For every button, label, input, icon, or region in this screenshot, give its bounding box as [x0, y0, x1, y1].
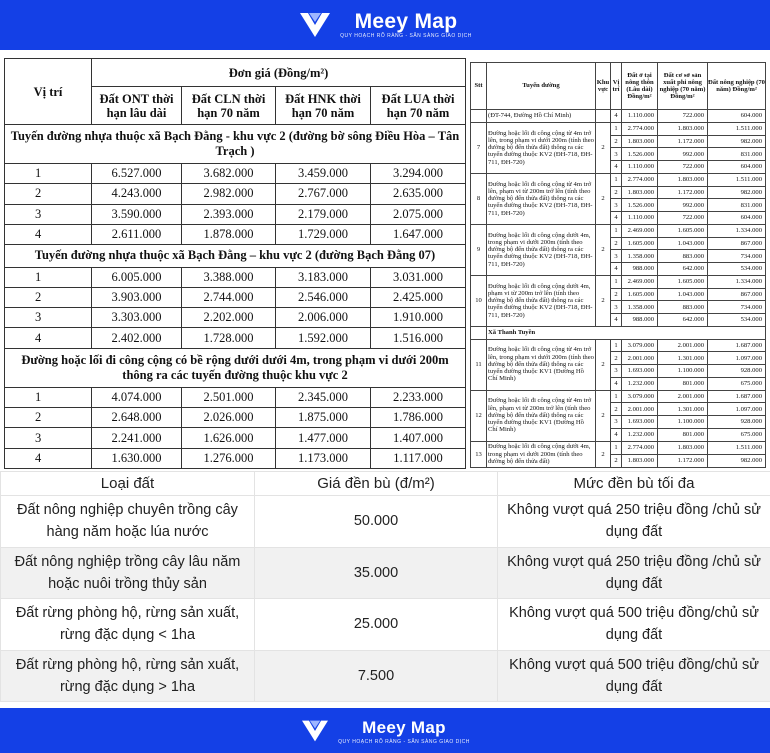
- header-ont: Đất ONT thời hạn lâu dài: [92, 87, 182, 125]
- table-row: [5, 448, 466, 468]
- table-row: [5, 184, 466, 204]
- position-cell: 4: [611, 377, 622, 390]
- land-type-cell: Đất nông nghiệp trồng cây lâu năm hoặc nuôi trồng thủy sản: [1, 547, 255, 599]
- group-road: Đường hoặc lối đi công cộng từ 4m trở lên, trong phạm vi dưới 200m (tính theo đường bộ đến thửa đất) thông ra các tuyến đường thuộc KV2 (ĐH-718, ĐH-711, ĐH-720): [487, 122, 596, 173]
- right-top-row: [471, 110, 766, 123]
- price-cell: 1.803.000: [658, 173, 708, 186]
- bh-mucdenbu: Mức đền bù tối đa: [498, 472, 770, 496]
- table-row: [5, 387, 466, 407]
- price-cell: 6.005.000: [92, 267, 182, 287]
- price-cell: 2.635.000: [371, 184, 466, 204]
- rh-vt: Vị trí: [611, 63, 622, 110]
- position-cell: 1: [611, 441, 622, 454]
- table-row: [5, 428, 466, 448]
- price-cell: 2.611.000: [92, 224, 182, 244]
- price-cell: 1.511.000: [708, 441, 766, 454]
- price-cell: 3.459.000: [276, 164, 371, 184]
- price-cell: 1.407.000: [371, 428, 466, 448]
- position-cell: 2: [5, 287, 92, 307]
- brand-logo-footer: [300, 717, 470, 745]
- price-cell: 1.605.000: [658, 224, 708, 237]
- table-row: [5, 308, 466, 328]
- position-cell: 1: [611, 275, 622, 288]
- position-cell: 3: [611, 199, 622, 212]
- table-row: [471, 339, 766, 352]
- position-cell: 1: [5, 164, 92, 184]
- price-cell: 988.000: [622, 263, 658, 276]
- group-road: Đường hoặc lối đi công cộng dưới 4m, phạm vi từ 200m trở lên (tính theo đường bộ đến thửa đất) thông ra các tuyến đường thuộc KV2 (ĐH-718, ĐH-711, ĐH-720): [487, 275, 596, 326]
- table-row: [471, 275, 766, 288]
- position-cell: 3: [611, 416, 622, 429]
- price-cell: 1.693.000: [622, 365, 658, 378]
- price-cell: 1.516.000: [371, 328, 466, 348]
- price-cell: 4.243.000: [92, 184, 182, 204]
- price-cell: 801.000: [658, 428, 708, 441]
- group-road: Đường hoặc lối đi công cộng dưới 4m, trong phạm vi dưới 200m (tính theo đường bộ đến thửa đất) thông ra các tuyến đường thuộc KV2 (ĐH-718, ĐH-711, ĐH-720): [487, 224, 596, 275]
- rh-c3: Đất nông nghiệp (70 năm) Đồng/m²: [708, 63, 766, 110]
- price-cell: 1.605.000: [658, 275, 708, 288]
- price-cell: 2.774.000: [622, 122, 658, 135]
- table-row: [471, 441, 766, 454]
- group-road: Đường hoặc lối đi công cộng từ 4m trở lên, trong phạm vi dưới 200m (tính theo đường bộ đến thửa đất) thông ra các tuyến đường thuộc KV1 (Đường Hồ Chí Minh): [487, 339, 596, 390]
- price-cell: 722.000: [658, 161, 708, 174]
- table-row: [5, 287, 466, 307]
- price-cell: 982.000: [708, 186, 766, 199]
- rh-c1: Đất ở tại nông thôn (Lâu dài) Đồng/m²: [622, 63, 658, 110]
- price-cell: 1.100.000: [658, 416, 708, 429]
- price-cell: 3.303.000: [92, 308, 182, 328]
- price-cell: 2.179.000: [276, 204, 371, 224]
- position-cell: 3: [5, 308, 92, 328]
- price-cell: 2.469.000: [622, 224, 658, 237]
- table-row: [5, 164, 466, 184]
- sub-header-row: [471, 326, 766, 339]
- price-cell: 1.786.000: [371, 408, 466, 428]
- price-cell: 3.682.000: [182, 164, 276, 184]
- price-cell: 2.006.000: [276, 308, 371, 328]
- table-row: [5, 224, 466, 244]
- brand-logo: [298, 10, 472, 40]
- price-cell: 1.110.000: [622, 212, 658, 225]
- section-row: [5, 125, 466, 164]
- price-cell: 1.301.000: [658, 352, 708, 365]
- price-cell: 3.031.000: [371, 267, 466, 287]
- group-kv: 2: [596, 224, 611, 275]
- position-cell: 2: [611, 403, 622, 416]
- price-cell: 1.687.000: [708, 390, 766, 403]
- price-cell: 3.388.000: [182, 267, 276, 287]
- price-cell: 3.294.000: [371, 164, 466, 184]
- price-cell: 867.000: [708, 237, 766, 250]
- price-cell: 1.511.000: [708, 173, 766, 186]
- price-cell: 1.043.000: [658, 237, 708, 250]
- table-row: [1, 496, 770, 548]
- price-cell: 1.232.000: [622, 428, 658, 441]
- price-cell: 734.000: [708, 301, 766, 314]
- max-compensation-cell: Không vượt quá 250 triệu đồng /chủ sử dụng đất: [498, 547, 770, 599]
- table-row: [1, 650, 770, 702]
- price-cell: 1.526.000: [622, 199, 658, 212]
- group-stt: 11: [471, 339, 487, 390]
- position-cell: 1: [611, 390, 622, 403]
- price-cell: 2.001.000: [658, 390, 708, 403]
- position-cell: 4: [5, 224, 92, 244]
- cropped-text-strip: [0, 50, 770, 58]
- table-row: [471, 173, 766, 186]
- header-cln: Đất CLN thời hạn 70 năm: [182, 87, 276, 125]
- group-kv: 2: [596, 275, 611, 326]
- price-cell: 1.173.000: [276, 448, 371, 468]
- section-row: [5, 245, 466, 267]
- section-title: Tuyến đường nhựa thuộc xã Bạch Đằng – khu vực 2 (đường Bạch Đằng 07): [5, 245, 466, 267]
- group-kv: 2: [596, 441, 611, 468]
- price-cell: 1.097.000: [708, 352, 766, 365]
- rh-c2: Đất cơ sở sản xuất phi nông nghiệp (70 năm) Đồng/m²: [658, 63, 708, 110]
- price-cell: 1.511.000: [708, 122, 766, 135]
- table-row: [471, 390, 766, 403]
- group-stt: 10: [471, 275, 487, 326]
- position-cell: 1: [5, 267, 92, 287]
- price-cell: 1.728.000: [182, 328, 276, 348]
- price-cell: 2.469.000: [622, 275, 658, 288]
- group-stt: 13: [471, 441, 487, 468]
- position-cell: 4: [611, 263, 622, 276]
- right-price-table: [470, 62, 766, 468]
- group-road: Đường hoặc lối đi công cộng từ 4m trở lên, phạm vi từ 200m trở lên (tính theo đường bộ đến thửa đất) thông ra các tuyến đường thuộc KV1 (Đường Hồ Chí Minh): [487, 390, 596, 441]
- max-compensation-cell: Không vượt quá 500 triệu đồng/chủ sử dụng đất: [498, 599, 770, 651]
- price-cell: 3.590.000: [92, 204, 182, 224]
- price-cell: 2.774.000: [622, 173, 658, 186]
- price-cell: 1.276.000: [182, 448, 276, 468]
- price-cell: 2.001.000: [658, 339, 708, 352]
- meey-logo-icon: [298, 10, 332, 40]
- group-road: Đường hoặc lối đi công cộng dưới 4m, trong phạm vi dưới 200m (tính theo đường bộ đến thửa đất): [487, 441, 596, 468]
- section-row: [5, 348, 466, 387]
- price-cell: 867.000: [708, 288, 766, 301]
- price-cell: 2.546.000: [276, 287, 371, 307]
- price-cell: 1.687.000: [708, 339, 766, 352]
- top-banner: [0, 0, 770, 50]
- price-cell: 2.982.000: [182, 184, 276, 204]
- group-kv: 2: [596, 339, 611, 390]
- price-cell: 988.000: [622, 314, 658, 327]
- compensation-table: [0, 471, 770, 702]
- table-row: [471, 122, 766, 135]
- position-cell: 1: [611, 122, 622, 135]
- price-cell: 734.000: [708, 250, 766, 263]
- group-road: Đường hoặc lối đi công cộng từ 4m trở lên, phạm vi từ 200m trở lên (tính theo đường bộ đến thửa đất) thông ra các tuyến đường thuộc KV2 (ĐH-718, ĐH-711, ĐH-720): [487, 173, 596, 224]
- price-cell: 534.000: [708, 263, 766, 276]
- rh-stt: Stt: [471, 63, 487, 110]
- price-cell: 1.232.000: [622, 377, 658, 390]
- table-row: [5, 328, 466, 348]
- price-cell: 50.000: [255, 496, 498, 548]
- price-cell: 2.425.000: [371, 287, 466, 307]
- price-cell: 1.647.000: [371, 224, 466, 244]
- price-cell: 1.043.000: [658, 288, 708, 301]
- price-cell: 1.117.000: [371, 448, 466, 468]
- price-cell: 2.202.000: [182, 308, 276, 328]
- position-cell: 1: [611, 339, 622, 352]
- bh-loaidat: Loại đất: [1, 472, 255, 496]
- price-cell: 6.527.000: [92, 164, 182, 184]
- right-top-v1: 1.110.000: [622, 110, 658, 123]
- price-cell: 982.000: [708, 135, 766, 148]
- price-cell: 1.334.000: [708, 224, 766, 237]
- price-cell: 7.500: [255, 650, 498, 702]
- position-cell: 3: [611, 301, 622, 314]
- group-stt: 12: [471, 390, 487, 441]
- price-cell: 1.910.000: [371, 308, 466, 328]
- position-cell: 2: [5, 408, 92, 428]
- left-price-table: [4, 58, 466, 469]
- price-cell: 1.110.000: [622, 161, 658, 174]
- price-cell: 2.233.000: [371, 387, 466, 407]
- price-cell: 928.000: [708, 365, 766, 378]
- price-cell: 642.000: [658, 314, 708, 327]
- position-cell: 4: [611, 428, 622, 441]
- price-cell: 722.000: [658, 212, 708, 225]
- price-cell: 1.592.000: [276, 328, 371, 348]
- price-cell: 35.000: [255, 547, 498, 599]
- table-row: [5, 267, 466, 287]
- price-cell: 2.744.000: [182, 287, 276, 307]
- price-cell: 831.000: [708, 148, 766, 161]
- land-type-cell: Đất rừng phòng hộ, rừng sản xuất, rừng đặc dụng > 1ha: [1, 650, 255, 702]
- position-cell: 2: [611, 288, 622, 301]
- price-cell: 883.000: [658, 250, 708, 263]
- position-cell: 2: [611, 135, 622, 148]
- position-cell: 1: [611, 224, 622, 237]
- price-cell: 1.358.000: [622, 301, 658, 314]
- position-cell: 2: [611, 237, 622, 250]
- group-stt: 8: [471, 173, 487, 224]
- price-cell: 1.803.000: [658, 122, 708, 135]
- position-cell: 4: [5, 448, 92, 468]
- price-cell: 534.000: [708, 314, 766, 327]
- price-cell: 1.803.000: [622, 454, 658, 467]
- table-row: [1, 599, 770, 651]
- price-cell: 2.026.000: [182, 408, 276, 428]
- group-kv: 2: [596, 173, 611, 224]
- price-cell: 3.183.000: [276, 267, 371, 287]
- position-cell: 4: [611, 161, 622, 174]
- price-cell: 1.693.000: [622, 416, 658, 429]
- brand-tagline-footer: QUY HOẠCH RÕ RÀNG - SẴN SÀNG GIAO DỊCH: [338, 738, 470, 745]
- table-row: [5, 408, 466, 428]
- price-cell: 1.626.000: [182, 428, 276, 448]
- price-cell: 982.000: [708, 454, 766, 467]
- price-cell: 1.172.000: [658, 186, 708, 199]
- right-top-v3: 604.000: [708, 110, 766, 123]
- price-cell: 2.345.000: [276, 387, 371, 407]
- meey-logo-icon: [300, 718, 330, 744]
- price-cell: 2.648.000: [92, 408, 182, 428]
- price-cell: 2.241.000: [92, 428, 182, 448]
- right-top-road: (ĐT-744, Đường Hồ Chí Minh): [487, 110, 596, 123]
- group-stt: 9: [471, 224, 487, 275]
- price-cell: 675.000: [708, 428, 766, 441]
- price-cell: 1.097.000: [708, 403, 766, 416]
- position-cell: 2: [5, 184, 92, 204]
- price-cell: 1.358.000: [622, 250, 658, 263]
- group-kv: 2: [596, 122, 611, 173]
- land-type-cell: Đất nông nghiệp chuyên trồng cây hàng năm hoặc lúa nước: [1, 496, 255, 548]
- max-compensation-cell: Không vượt quá 500 triệu đồng/chủ sử dụng đất: [498, 650, 770, 702]
- price-cell: 801.000: [658, 377, 708, 390]
- price-cell: 992.000: [658, 199, 708, 212]
- price-cell: 3.079.000: [622, 339, 658, 352]
- table-row: [471, 224, 766, 237]
- sub-header-title: Xã Thanh Tuyền: [487, 326, 766, 339]
- right-top-v2: 722.000: [658, 110, 708, 123]
- brand-name: Meey Map: [354, 10, 458, 33]
- brand-tagline: QUY HOẠCH RÕ RÀNG - SẴN SÀNG GIAO DỊCH: [340, 33, 472, 39]
- price-cell: 1.875.000: [276, 408, 371, 428]
- header-lua: Đất LUA thời hạn 70 năm: [371, 87, 466, 125]
- price-cell: 2.774.000: [622, 441, 658, 454]
- price-cell: 1.526.000: [622, 148, 658, 161]
- price-cell: 1.803.000: [622, 186, 658, 199]
- position-cell: 4: [5, 328, 92, 348]
- price-cell: 1.301.000: [658, 403, 708, 416]
- price-cell: 2.767.000: [276, 184, 371, 204]
- rh-road: Tuyến đường: [487, 63, 596, 110]
- header-vitri: Vị trí: [5, 59, 92, 125]
- brand-name-footer: Meey Map: [362, 717, 446, 737]
- position-cell: 3: [5, 428, 92, 448]
- bh-giadenbu: Giá đền bù (đ/m²): [255, 472, 498, 496]
- position-cell: 2: [611, 352, 622, 365]
- header-dongia: Đơn giá (Đồng/m²): [92, 59, 466, 87]
- position-cell: 2: [611, 186, 622, 199]
- price-cell: 928.000: [708, 416, 766, 429]
- header-hnk: Đất HNK thời hạn 70 năm: [276, 87, 371, 125]
- price-cell: 1.803.000: [658, 441, 708, 454]
- position-cell: 1: [5, 387, 92, 407]
- right-top-vt: 4: [611, 110, 622, 123]
- max-compensation-cell: Không vượt quá 250 triệu đồng /chủ sử dụng đất: [498, 496, 770, 548]
- price-cell: 604.000: [708, 161, 766, 174]
- position-cell: 3: [611, 148, 622, 161]
- rh-kv: Khu vực: [596, 63, 611, 110]
- table-row: [1, 547, 770, 599]
- price-cell: 604.000: [708, 212, 766, 225]
- price-cell: 992.000: [658, 148, 708, 161]
- land-type-cell: Đất rừng phòng hộ, rừng sản xuất, rừng đặc dụng < 1ha: [1, 599, 255, 651]
- price-cell: 1.878.000: [182, 224, 276, 244]
- price-cell: 1.630.000: [92, 448, 182, 468]
- bottom-banner: [0, 708, 770, 753]
- position-cell: 4: [611, 314, 622, 327]
- table-row: [5, 204, 466, 224]
- price-cell: 2.501.000: [182, 387, 276, 407]
- price-cell: 675.000: [708, 377, 766, 390]
- price-cell: 1.172.000: [658, 454, 708, 467]
- price-cell: 642.000: [658, 263, 708, 276]
- price-cell: 4.074.000: [92, 387, 182, 407]
- section-title: Đường hoặc lối đi công cộng có bề rộng dưới dưới 4m, trong phạm vi dưới 200m thông ra các tuyến đường thuộc khu vực 2: [5, 348, 466, 387]
- price-cell: 1.605.000: [622, 288, 658, 301]
- price-cell: 25.000: [255, 599, 498, 651]
- price-cell: 2.001.000: [622, 352, 658, 365]
- price-cell: 1.477.000: [276, 428, 371, 448]
- section-title: Tuyến đường nhựa thuộc xã Bạch Đằng - khu vực 2 (đường bờ sông Điều Hòa – Tân Trạch ): [5, 125, 466, 164]
- price-cell: 2.075.000: [371, 204, 466, 224]
- position-cell: 2: [611, 454, 622, 467]
- group-stt: 7: [471, 122, 487, 173]
- price-cell: 1.729.000: [276, 224, 371, 244]
- position-cell: 3: [5, 204, 92, 224]
- price-cell: 2.402.000: [92, 328, 182, 348]
- position-cell: 4: [611, 212, 622, 225]
- price-cell: 1.172.000: [658, 135, 708, 148]
- price-cell: 883.000: [658, 301, 708, 314]
- price-cell: 3.079.000: [622, 390, 658, 403]
- group-kv: 2: [596, 390, 611, 441]
- price-cell: 1.334.000: [708, 275, 766, 288]
- price-cell: 1.605.000: [622, 237, 658, 250]
- price-cell: 831.000: [708, 199, 766, 212]
- price-cell: 1.803.000: [622, 135, 658, 148]
- position-cell: 1: [611, 173, 622, 186]
- price-cell: 2.001.000: [622, 403, 658, 416]
- position-cell: 3: [611, 365, 622, 378]
- position-cell: 3: [611, 250, 622, 263]
- price-cell: 3.903.000: [92, 287, 182, 307]
- price-cell: 1.100.000: [658, 365, 708, 378]
- price-cell: 2.393.000: [182, 204, 276, 224]
